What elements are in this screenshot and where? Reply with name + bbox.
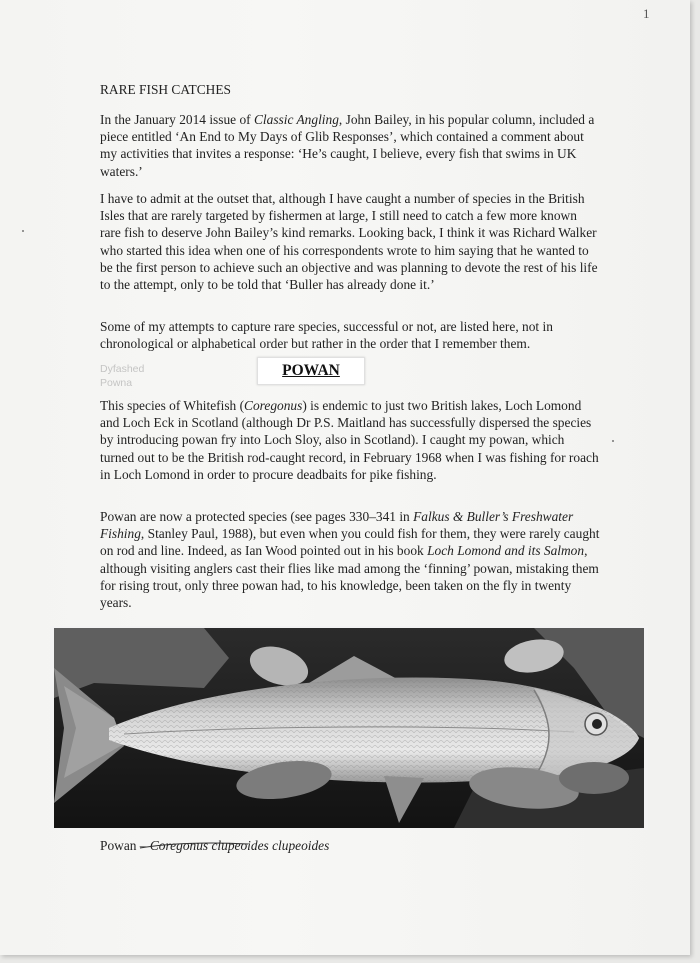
paper-speck	[612, 440, 614, 442]
genus-name: Coregonus	[244, 398, 303, 413]
paragraph-attempts: Some of my attempts to capture rare species, successful or not, are listed here, not in chronological or alphabetical order but rather in the order that I remember them.	[100, 319, 553, 352]
text-run: In the January 2014 issue of	[100, 112, 254, 127]
caption-common-name: Powan –	[100, 838, 150, 853]
paragraph-intro	[100, 111, 600, 180]
faint-background-text: Dyfashed	[100, 363, 145, 375]
text-run: , although visiting anglers cast their flies like mad among the ‘finning’ powan, mistaking them for rising trout, only three powan had, to his knowledge, been taken on the fly in twenty years.	[100, 543, 599, 611]
section-title-powan: POWAN	[257, 357, 365, 385]
paper-speck	[22, 230, 24, 232]
faint-background-text: Powna	[100, 377, 133, 389]
book-title: Loch Lomond and its Salmon	[427, 543, 585, 559]
photo-caption	[100, 838, 329, 854]
caption-scientific-name: Coregonus clupeoides clupeoides	[149, 838, 330, 853]
page-number: 1	[643, 6, 650, 21]
text-run: This species of Whitefish (	[100, 398, 245, 413]
paragraph-admission: I have to admit at the outset that, although I have caught a number of species in the British Isles that are rarely targeted by fishermen at large, I still need to catch a few more known rare fish to deserve John Bailey’s kind remarks. Looking back, I think it was Richard Walker who started this idea when one of his correspondents wrote to him saying that he wanted to be the first person to achieve such an objective and was planning to devote the rest of his life to the attempt, only to be told that ‘Buller has already done it.’	[100, 191, 598, 293]
book-title: Falkus & Buller’s Freshwater Fishing	[100, 509, 574, 542]
fish-photo-illustration	[54, 628, 644, 828]
magazine-title: Classic Angling	[253, 112, 339, 127]
paragraph-powan-protected	[100, 508, 600, 611]
document-heading: RARE FISH CATCHES	[100, 82, 231, 97]
powan-photograph	[50, 626, 648, 830]
text-run: , Stanley Paul, 1988), but even when you could fish for them, they were rarely caught on rod and line. Indeed, as Ian Wood pointed out in his book	[100, 526, 600, 559]
text-run: ) is endemic to just two British lakes, Loch Lomond and Loch Eck in Scotland (although Dr P.S. Maitland has successfully dispersed the species by introducing powan fry into Loch Sloy, also in Scotland). I caught my powan, which turned out to be the British rod-caught record, in February 1968 when I was fishing for roach in Loch Lomond in order to procure deadbaits for pike fishing.	[100, 398, 599, 482]
paragraph-powan-species	[100, 397, 600, 483]
text-run: Powan are now a protected species (see pages 330–341 in	[100, 509, 414, 524]
text-run: , John Bailey, in his popular column, included a piece entitled ‘An End to My Days of Glib Responses’, which contained a comment about my activities that invites a response: ‘He’s caught, I believe, every fish that swims in UK waters.’	[100, 112, 595, 179]
